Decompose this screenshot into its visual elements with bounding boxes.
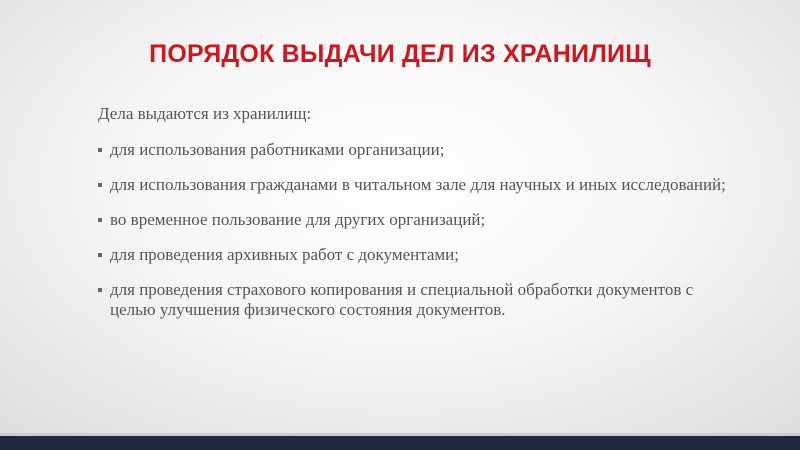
bullet-text: для использования работниками организации;	[110, 140, 445, 159]
bullet-item	[98, 210, 738, 230]
bullet-text: для проведения архивных работ с документами;	[110, 245, 459, 264]
slide-title: ПОРЯДОК ВЫДАЧИ ДЕЛ ИЗ ХРАНИЛИЩ	[149, 40, 651, 68]
bullet-item	[98, 245, 738, 265]
bullet-item	[98, 140, 738, 160]
square-bullet-icon	[98, 288, 102, 292]
footer-bar	[0, 436, 800, 450]
bullet-item	[98, 175, 738, 195]
bullet-item	[98, 280, 738, 320]
square-bullet-icon	[98, 218, 102, 222]
square-bullet-icon	[98, 183, 102, 187]
bullet-text: для проведения страхового копирования и специальной обработки документов с целью улучшения физического состояния документов.	[110, 280, 694, 319]
square-bullet-icon	[98, 148, 102, 152]
bullet-text: для использования гражданами в читальном зале для научных и иных исследований;	[110, 175, 726, 194]
bullet-list	[98, 140, 738, 320]
bullet-text: во временное пользование для других организаций;	[110, 210, 486, 229]
intro-text: Дела выдаются из хранилищ:	[98, 104, 312, 123]
square-bullet-icon	[98, 253, 102, 257]
slide-content	[98, 104, 738, 335]
